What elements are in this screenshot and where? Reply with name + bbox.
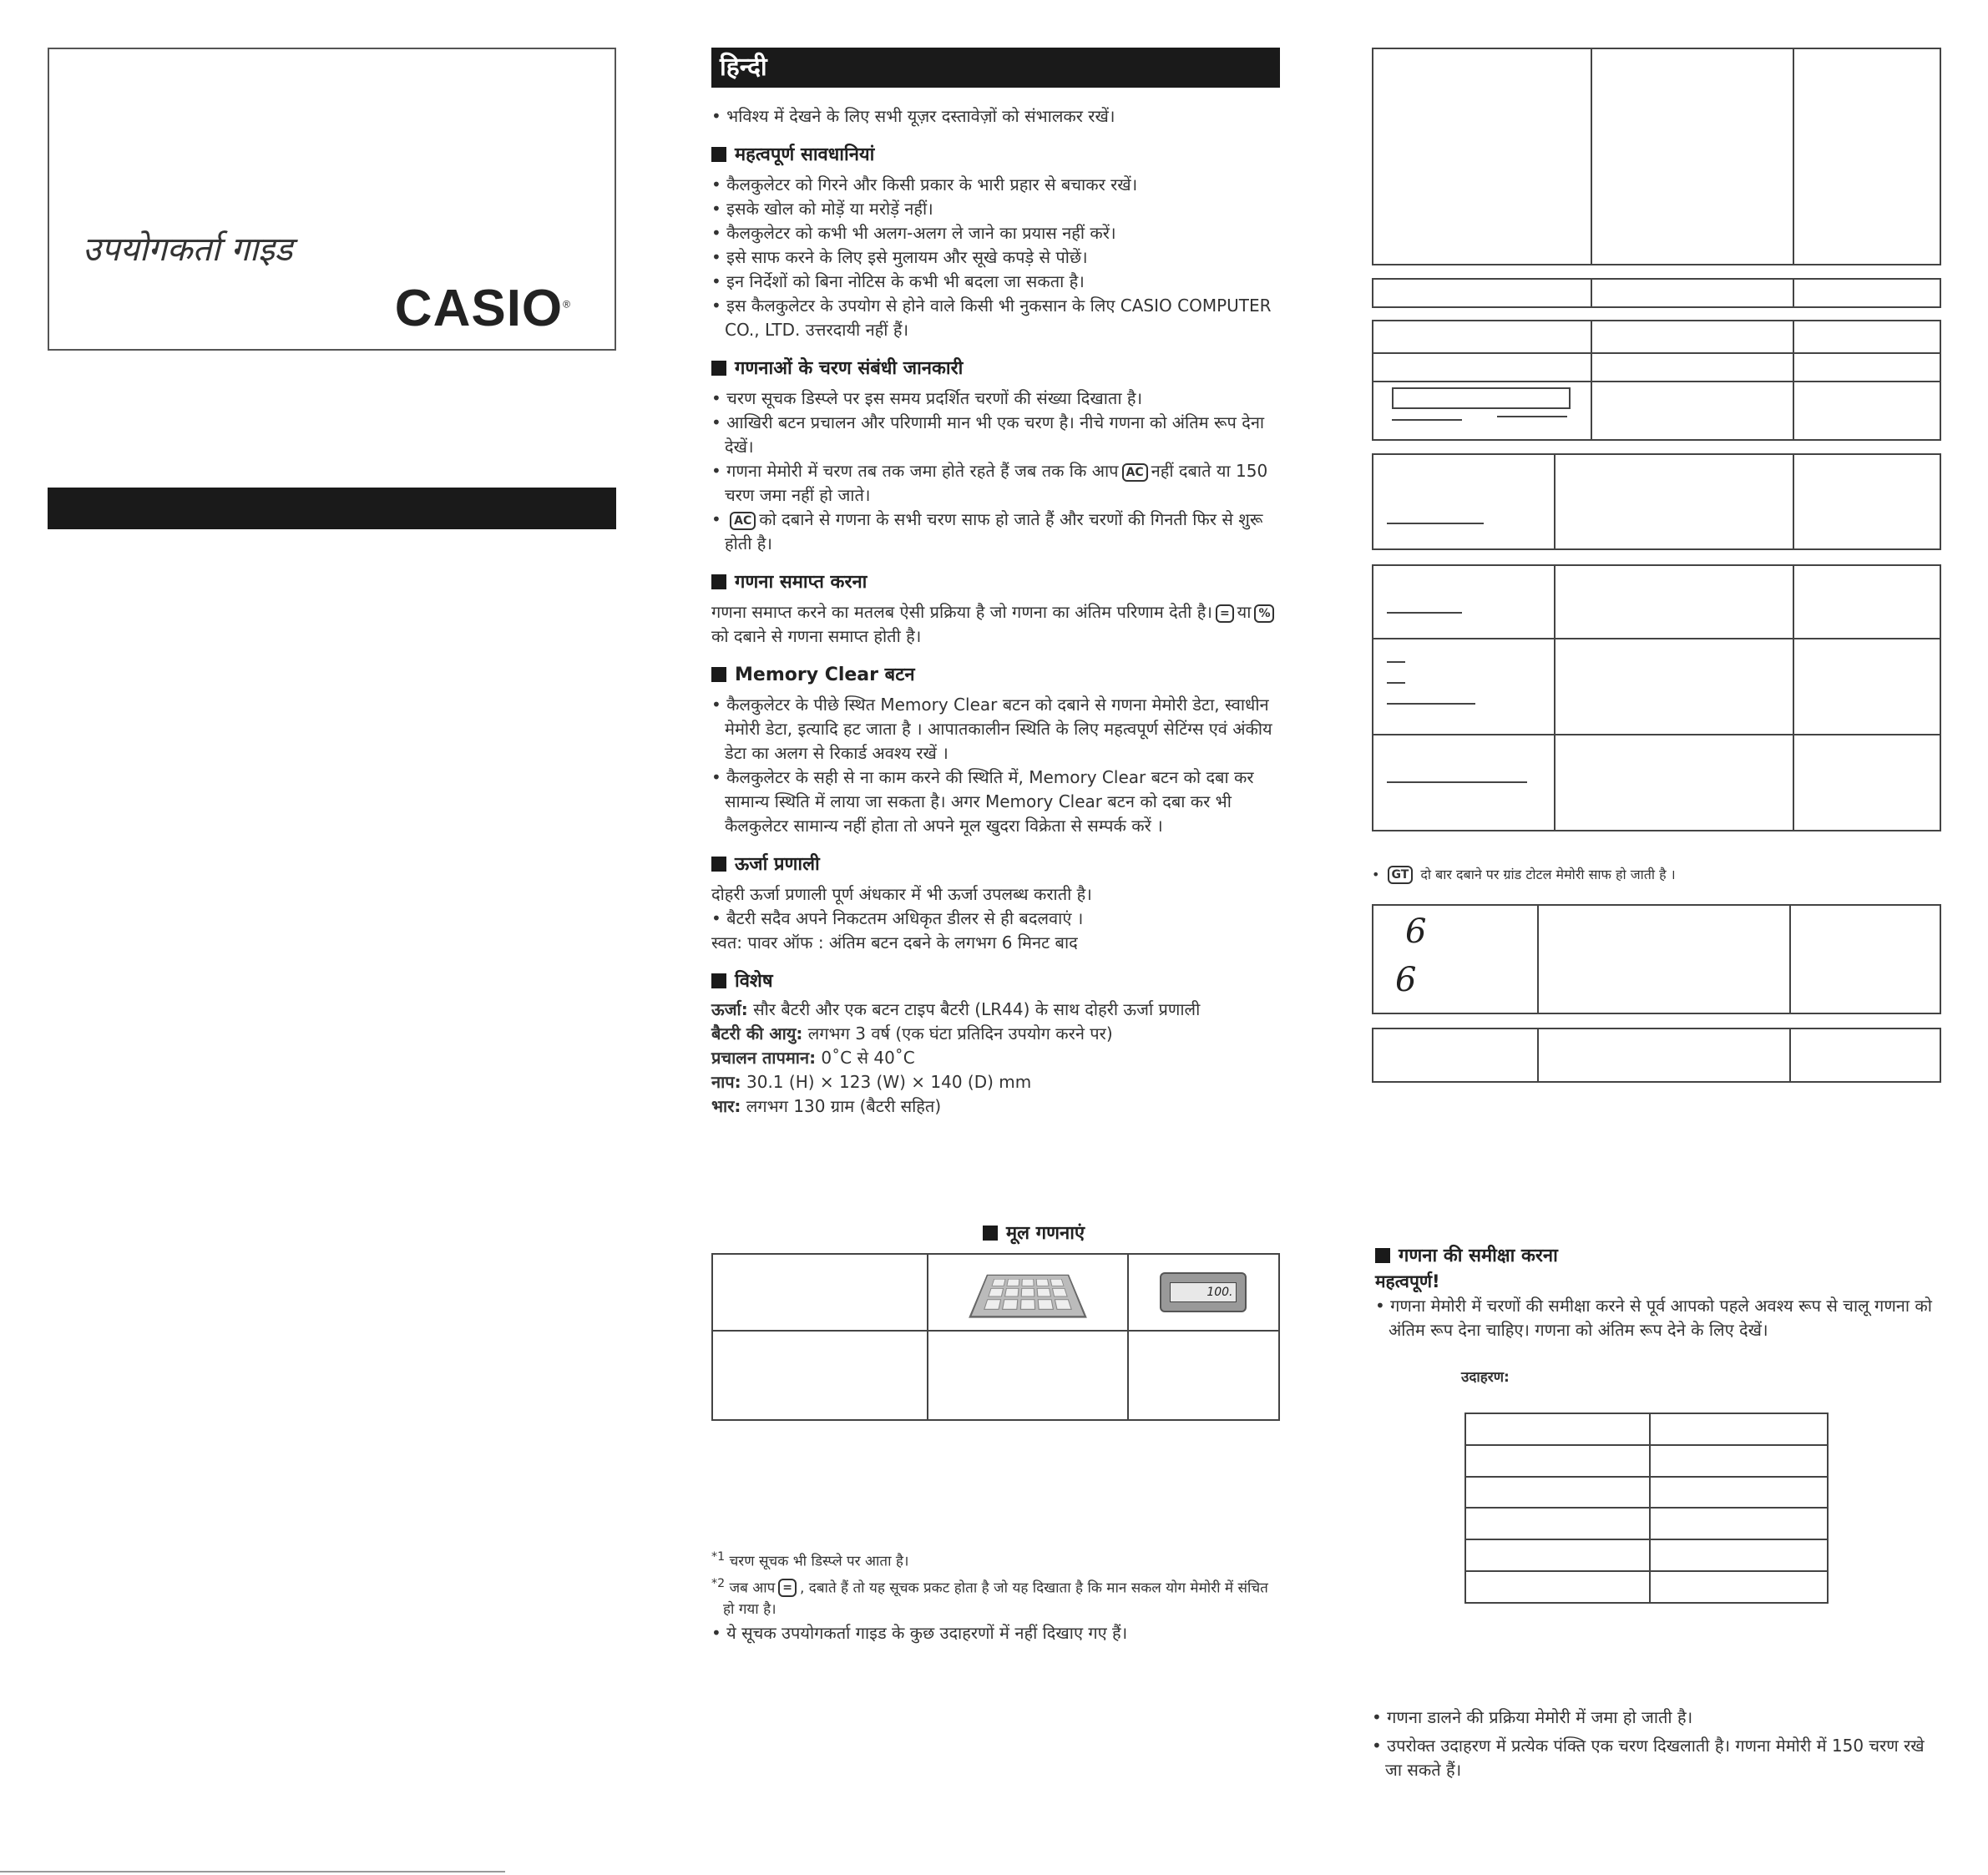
instructions-column — [711, 48, 1280, 1119]
steps-heading: गणनाओं के चरण संबंधी जानकारी — [711, 356, 1280, 382]
finalize-heading: गणना समाप्त करना — [711, 570, 1280, 595]
spec-row: नाप: 30.1 (H) × 123 (W) × 140 (D) mm — [711, 1072, 1032, 1092]
square-bullet-icon — [711, 361, 726, 376]
table-cell — [1465, 1571, 1650, 1603]
black-banner — [48, 488, 616, 529]
table-cell — [928, 1331, 1128, 1420]
specs-heading: विशेष — [711, 969, 1280, 994]
table-cell — [1650, 1477, 1828, 1509]
list-item: • उपरोक्त उदाहरण में प्रत्येक पंक्ति एक चरण दिखलाती है। गणना मेमोरी में 150 चरण रखे जा सकते हैं। — [1372, 1734, 1941, 1782]
spec-row: प्रचालन तापमान: 0˚C से 40˚C — [711, 1048, 915, 1068]
list-item: • कैलकुलेटर को कभी भी अलग-अलग ले जाने का प्रयास नहीं करें। — [711, 221, 1280, 245]
review-notes — [1372, 1706, 1941, 1782]
six-symbol: 6 — [1395, 961, 1417, 999]
table-cell — [1465, 1539, 1650, 1571]
table-cell — [1465, 1477, 1650, 1509]
list-item: • कैलकुलेटर के पीछे स्थित Memory Clear बटन को दबाने से गणना मेमोरी डेटा, स्वाधीन मेमोरी डेटा, इत्यादि हट जाता है । आपातकालीन स्थिति के लिए महत्वपूर्ण सेटिंग्स एवं अंकीय डेटा का अलग से रिकार्ड अवश्य रखें । — [711, 693, 1280, 766]
footnotes — [711, 1546, 1280, 1645]
notes-list — [1372, 1706, 1941, 1782]
display-icon: 100. — [1160, 1272, 1247, 1312]
keypad-icon — [969, 1275, 1087, 1318]
square-bullet-icon — [711, 574, 726, 589]
list-item: • गणना मेमोरी में चरण तब तक जमा होते रहते हैं जब तक कि आप AC नहीं दबाते या 150 चरण जमा नहीं हो जाते। — [711, 459, 1280, 508]
example-table-a — [1372, 48, 1941, 265]
equals-key-icon: = — [1216, 604, 1234, 623]
list-item: • आखिरी बटन प्रचालन और परिणामी मान भी एक चरण है। नीचे गणना को अंतिम रूप देना देखें। — [711, 411, 1280, 459]
table-cell — [1650, 1508, 1828, 1539]
list-item: • इसके खोल को मोड़ें या मरोड़ें नहीं। — [711, 197, 1280, 221]
power-line: दोहरी ऊर्जा प्रणाली पूर्ण अंधकार में भी ऊर्जा उपलब्ध कराती है। — [711, 884, 1092, 904]
memory-clear-heading: Memory Clear बटन — [711, 663, 1280, 688]
spec-row: बैटरी की आयु: लगभग 3 वर्ष (एक घंटा प्रतिदिन उपयोग करने पर) — [711, 1023, 1113, 1044]
ac-key-icon: AC — [730, 512, 756, 530]
brand-name: CASIO — [394, 280, 564, 337]
important-label: महत्वपूर्ण! — [1375, 1271, 1440, 1291]
example-table-e — [1372, 564, 1941, 831]
gt-key-icon: GT — [1388, 866, 1414, 884]
table-cell — [712, 1331, 928, 1420]
table-cell — [1650, 1413, 1828, 1445]
list-item: • बैटरी सदैव अपने निकटतम अधिकृत डीलर से ही बदलवाएं । — [711, 907, 1280, 931]
cover-panel — [48, 48, 616, 351]
list-item: • इन निर्देशों को बिना नोटिस के कभी भी बदला जा सकता है। — [711, 270, 1280, 294]
table-cell — [712, 1254, 928, 1331]
list-item: • इसे साफ करने के लिए इसे मुलायम और सूखे कपड़े से पोछें। — [711, 245, 1280, 270]
power-list — [711, 907, 1280, 931]
ac-key-icon: AC — [1122, 463, 1148, 482]
equals-key-icon: = — [778, 1579, 797, 1597]
review-section — [1375, 1244, 1941, 1390]
intro-list — [711, 104, 1280, 129]
memory-clear-list — [711, 693, 1280, 838]
bottom-rule — [0, 1871, 505, 1872]
table-cell — [928, 1254, 1128, 1331]
footnote-1: $^{*1}$ चरण सूचक भी डिस्प्ले पर आता है। — [711, 1550, 909, 1570]
review-heading: गणना की समीक्षा करना — [1375, 1244, 1941, 1269]
footnote-3: • ये सूचक उपयोगकर्ता गाइड के कुछ उदाहरणों में नहीं दिखाए गए हैं। — [711, 1623, 1128, 1644]
list-item: • इस कैलकुलेटर के उपयोग से होने वाले किसी भी नुकसान के लिए CASIO COMPUTER CO., LTD. उत्तरदायी नहीं हैं। — [711, 294, 1280, 342]
precautions-list — [711, 173, 1280, 342]
list-item: • कैलकुलेटर को गिरने और किसी प्रकार के भारी प्रहार से बचाकर रखें। — [711, 173, 1280, 197]
language-header: हिन्दी — [711, 48, 1280, 88]
table-cell — [1128, 1254, 1279, 1331]
precautions-heading: महत्वपूर्ण सावधानियां — [711, 143, 1280, 168]
example-table-f — [1372, 904, 1941, 1014]
square-bullet-icon — [711, 667, 726, 682]
guide-title: उपयोगकर्ता गाइड — [83, 230, 293, 269]
table-cell — [1465, 1413, 1650, 1445]
steps-list — [711, 387, 1280, 556]
list-item: • गणना मेमोरी में चरणों की समीक्षा करने से पूर्व आपको पहले अवश्य रूप से चालू गणना को अंतिम रूप देना चाहिए। गणना को अंतिम रूप देने के लिए देखें। — [1375, 1294, 1941, 1342]
table-cell — [1128, 1331, 1279, 1420]
basic-table — [711, 1253, 1280, 1421]
casio-logo — [395, 279, 571, 338]
table-cell — [1465, 1508, 1650, 1539]
square-bullet-icon — [983, 1226, 998, 1241]
intro-note: • भविश्य में देखने के लिए सभी यूज़र दस्तावेज़ों को संभालकर रखें। — [711, 104, 1280, 129]
table-cell — [1650, 1445, 1828, 1477]
table-cell — [1650, 1571, 1828, 1603]
review-list — [1375, 1294, 1941, 1342]
finalize-text: गणना समाप्त करने का मतलब ऐसी प्रक्रिया है जो गणना का अंतिम परिणाम देती है। = या %को दबाने से गणना समाप्त होती है। — [711, 600, 1280, 649]
example-table-g — [1372, 1028, 1941, 1083]
square-bullet-icon — [711, 147, 726, 162]
review-example-table — [1464, 1413, 1829, 1604]
list-item: • गणना डालने की प्रक्रिया मेमोरी में जमा हो जाती है। — [1372, 1706, 1941, 1730]
table-cell — [1465, 1445, 1650, 1477]
auto-power-off: स्वत: पावर ऑफ : अंतिम बटन दबने के लगभग 6 मिनट बाद — [711, 932, 1078, 953]
example-table-b — [1372, 278, 1941, 308]
list-item: • कैलकुलेटर के सही से ना काम करने की स्थिति में, Memory Clear बटन को दबा कर सामान्य स्थिति में लाया जा सकता है। अगर Memory Clear बटन को दबा कर भी कैलकुलेटर सामान्य नहीं होता तो अपने मूल खुदरा विक्रेता से सम्पर्क करें । — [711, 766, 1280, 838]
spec-row: भार: लगभग 130 ग्राम (बैटरी सहित) — [711, 1096, 942, 1116]
percent-key-icon: % — [1254, 604, 1274, 623]
example-label: उदाहरण: — [1461, 1369, 1510, 1386]
power-heading: ऊर्जा प्रणाली — [711, 852, 1280, 877]
table-cell — [1650, 1539, 1828, 1571]
gt-note: • GT दो बार दबाने पर ग्रांड टोटल मेमोरी साफ हो जाती है । — [1372, 867, 1676, 882]
spec-row: ऊर्जा: सौर बैटरी और एक बटन टाइप बैटरी (LR44) के साथ दोहरी ऊर्जा प्रणाली — [711, 999, 1201, 1019]
six-symbol: 6 — [1405, 912, 1427, 951]
example-table-d — [1372, 453, 1941, 550]
list-item: • चरण सूचक डिस्प्ले पर इस समय प्रदर्शित चरणों की संख्या दिखाता है। — [711, 387, 1280, 411]
list-item: • AC को दबाने से गणना के सभी चरण साफ हो जाते हैं और चरणों की गिनती फिर से शुरू होती है। — [711, 508, 1280, 556]
square-bullet-icon — [711, 973, 726, 988]
bracket-diagram — [1392, 387, 1571, 409]
example-table-c — [1372, 320, 1941, 441]
footnote-2: $^{*2}$ जब आप = , दबाते हैं तो यह सूचक प्रकट होता है जो यह दिखाता है कि मान सकल योग मेमोरी में संचित हो गया है। — [711, 1576, 1268, 1619]
basic-heading: मूल गणनाएं — [983, 1220, 1085, 1245]
square-bullet-icon — [711, 857, 726, 872]
registered-mark: ® — [563, 298, 571, 311]
square-bullet-icon — [1375, 1248, 1390, 1263]
